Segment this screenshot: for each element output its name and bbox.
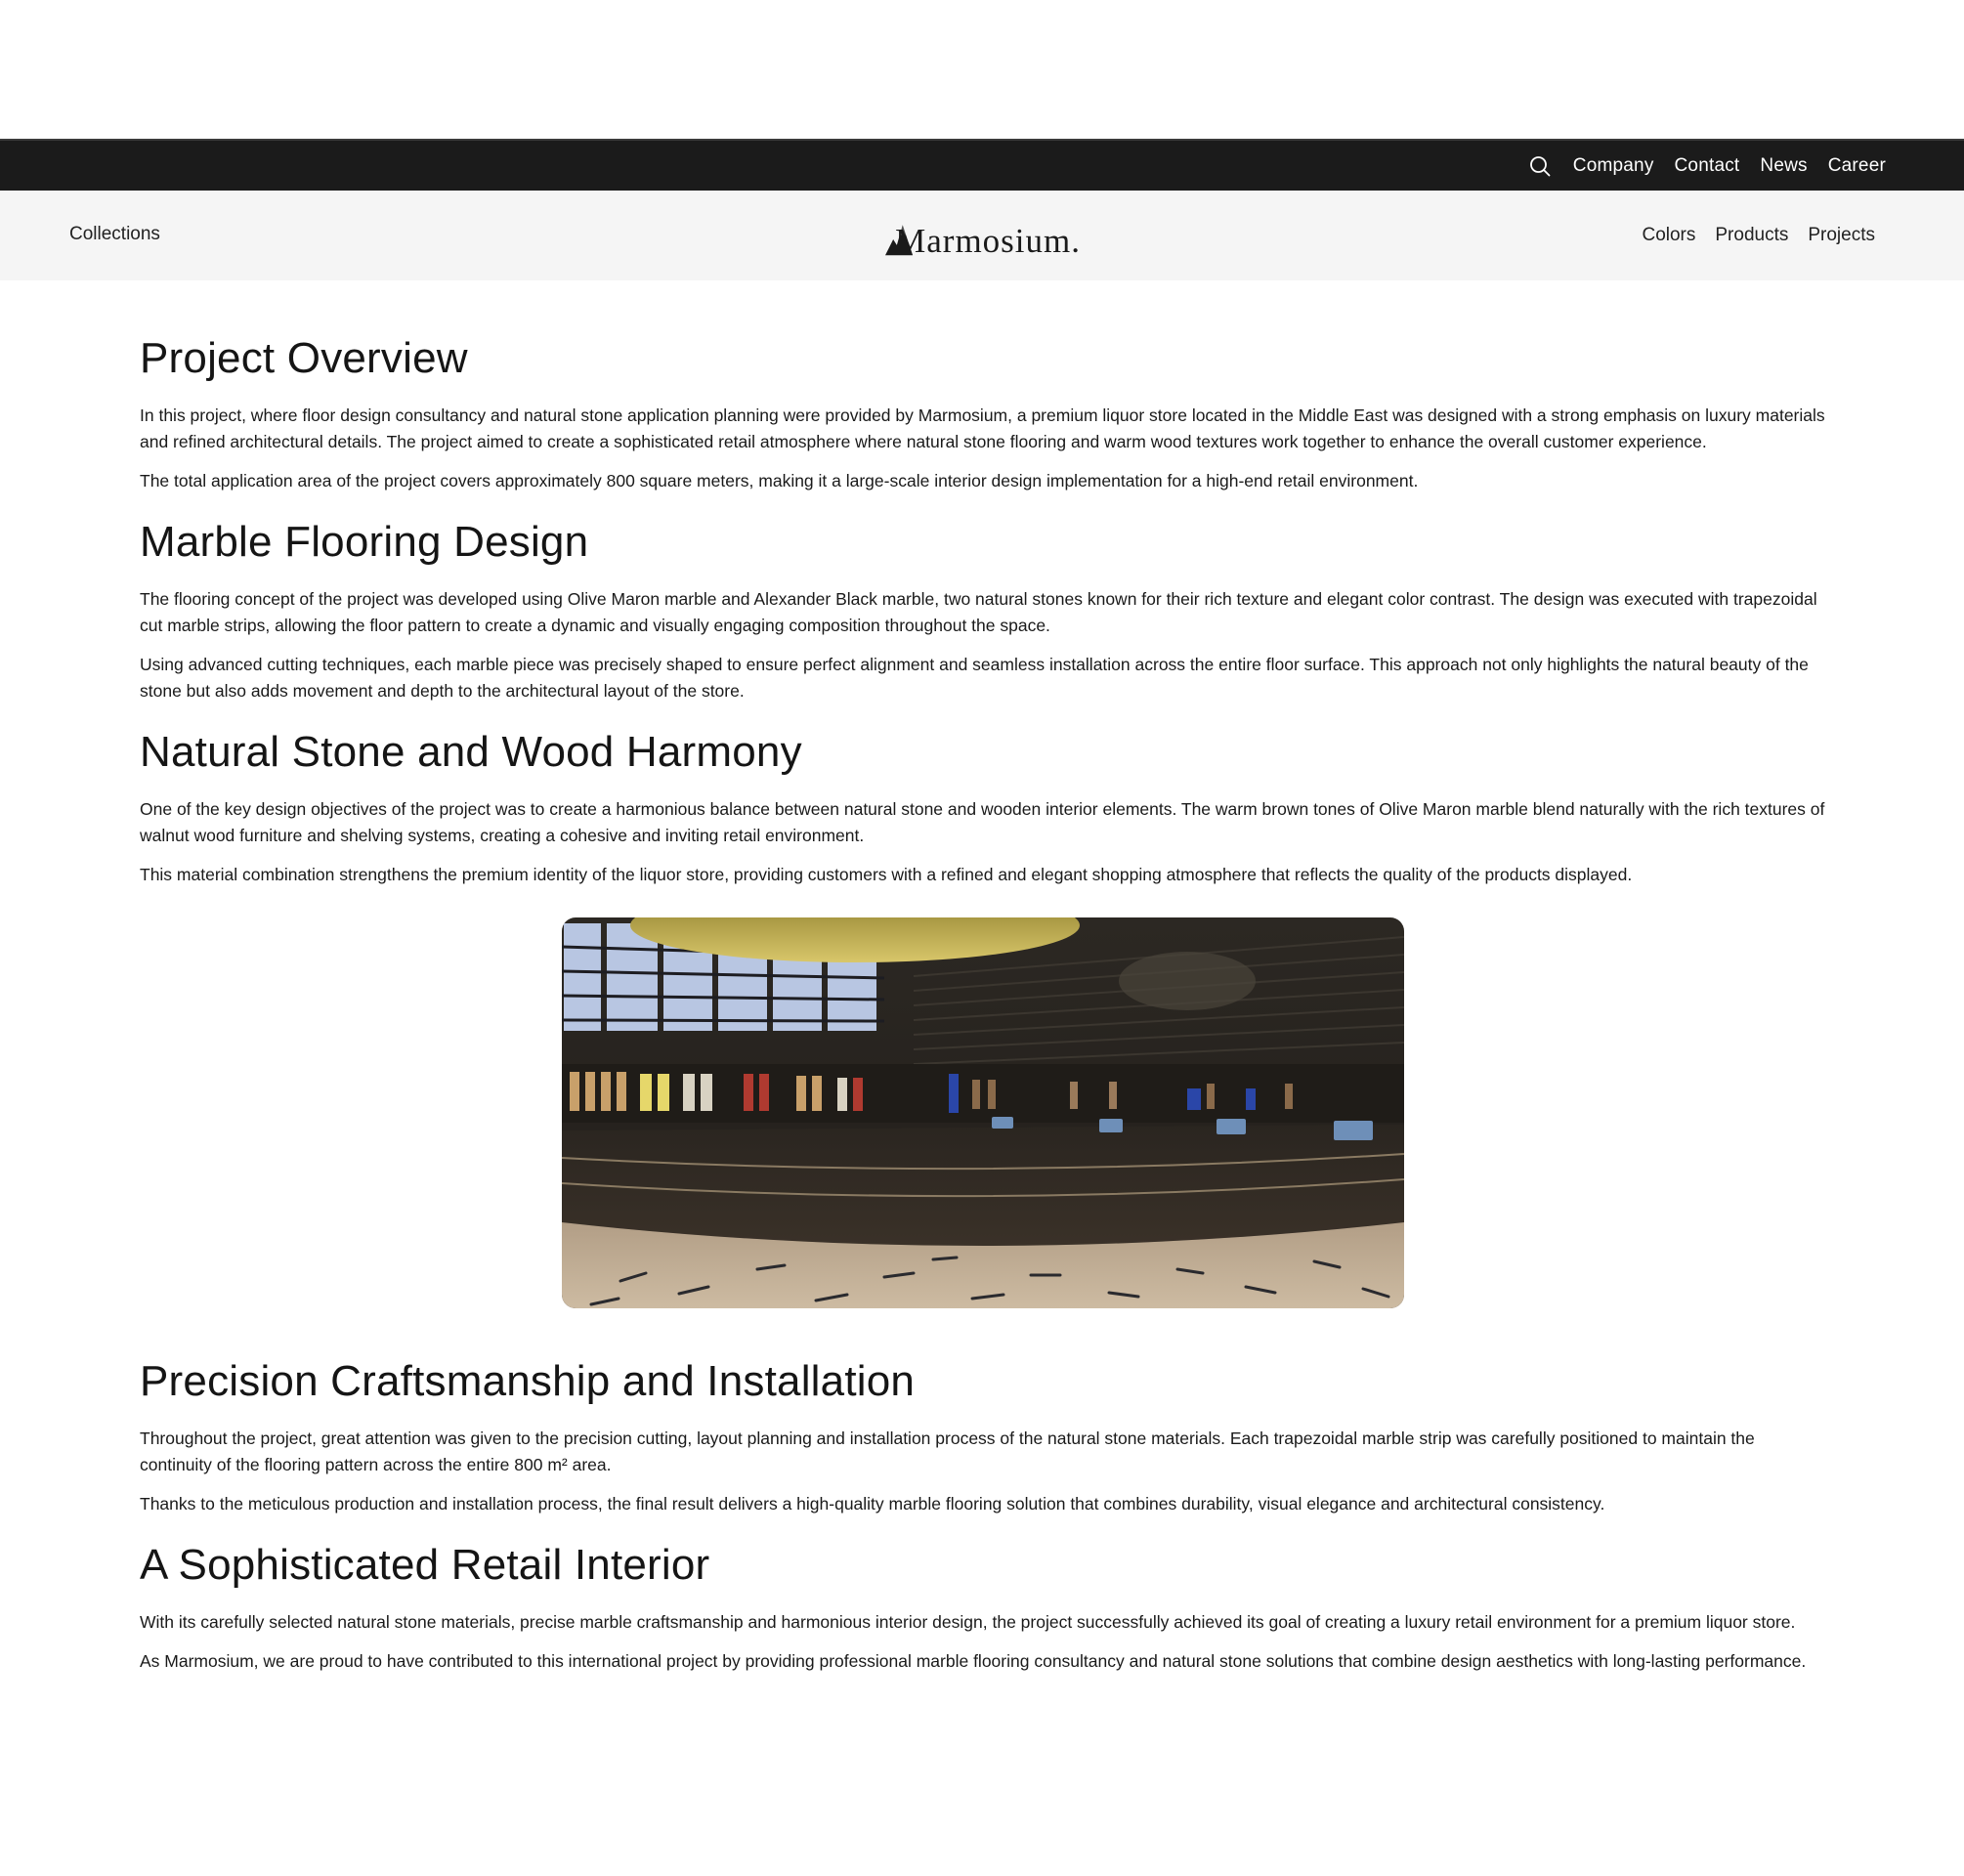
top-nav — [1528, 141, 1886, 191]
section-heading: Marble Flooring Design — [140, 518, 589, 566]
section-heading: Precision Craftsmanship and Installation — [140, 1357, 916, 1405]
section-stone-wood — [140, 726, 1830, 888]
paragraph: With its carefully selected natural stone materials, precise marble craftsmanship and harmonious interior design, the project successfully achieved its goal of creating a luxury retail environment for a premium liquor store. — [140, 1612, 1796, 1632]
paragraph: The total application area of the project covers approximately 800 square meters, making it a large-scale interior design implementation for a high-end retail environment. — [140, 471, 1419, 490]
topnav-contact[interactable]: Contact — [1674, 154, 1740, 176]
logo-text: Marmosium. — [895, 222, 1081, 260]
search-icon[interactable] — [1528, 153, 1554, 179]
primary-nav — [1622, 191, 1875, 280]
project-photo — [562, 917, 1404, 1308]
nav-colors[interactable]: Colors — [1642, 225, 1696, 245]
nav-projects[interactable]: Projects — [1808, 225, 1875, 245]
topnav-news[interactable]: News — [1760, 154, 1808, 176]
top-utility-bar — [0, 139, 1964, 191]
paragraph: Thanks to the meticulous production and installation process, the final result delivers a high-quality marble flooring solution that combines durability, visual elegance and architectural consistency. — [140, 1494, 1605, 1514]
topnav-company[interactable]: Company — [1572, 154, 1654, 176]
site-logo[interactable] — [885, 210, 1081, 261]
paragraph: Throughout the project, great attention was given to the precision cutting, layout planning and installation process of the natural stone materials. Each trapezoidal marble strip was carefully positioned to maintain the continuity of the flooring pattern across the entire 800 m² area. — [140, 1428, 1755, 1474]
nav-collections[interactable]: Collections — [69, 224, 160, 244]
section-craftsmanship — [140, 1355, 1830, 1517]
section-heading: Natural Stone and Wood Harmony — [140, 728, 802, 776]
section-marble-flooring — [140, 516, 1830, 704]
article-content — [140, 332, 1830, 1696]
paragraph: One of the key design objectives of the project was to create a harmonious balance between natural stone and wooden interior elements. The warm brown tones of Olive Maron marble blend naturally with the rich textures of walnut wood furniture and shelving systems, creating a cohesive and inviting retail environment. — [140, 799, 1825, 845]
paragraph: In this project, where floor design consultancy and natural stone application planning were provided by Marmosium, a premium liquor store located in the Middle East was designed with a strong emphasis on luxury materials and refined architectural details. The project aimed to create a sophisticated retail atmosphere where natural stone flooring and warm wood textures work together to enhance the overall customer experience. — [140, 405, 1825, 451]
paragraph: Using advanced cutting techniques, each marble piece was precisely shaped to ensure perfect alignment and seamless installation across the entire floor surface. This approach not only highlights the natural beauty of the stone but also adds movement and depth to the architectural layout of the store. — [140, 655, 1809, 701]
topnav-career[interactable]: Career — [1827, 154, 1886, 176]
main-nav-bar — [0, 191, 1964, 280]
section-heading: Project Overview — [140, 334, 468, 382]
section-project-overview — [140, 332, 1830, 494]
section-retail-interior — [140, 1539, 1830, 1675]
nav-products[interactable]: Products — [1715, 225, 1789, 245]
section-heading: A Sophisticated Retail Interior — [140, 1541, 710, 1589]
paragraph: This material combination strengthens the premium identity of the liquor store, providing customers with a refined and elegant shopping atmosphere that reflects the quality of the products displayed. — [140, 865, 1633, 884]
paragraph: As Marmosium, we are proud to have contributed to this international project by providing professional marble flooring consultancy and natural stone solutions that combine design aesthetics with long-lasting performance. — [140, 1651, 1807, 1671]
paragraph: The flooring concept of the project was developed using Olive Maron marble and Alexander Black marble, two natural stones known for their rich texture and elegant color contrast. The design was executed with trapezoidal cut marble strips, allowing the floor pattern to create a dynamic and visually engaging composition throughout the space. — [140, 589, 1817, 635]
